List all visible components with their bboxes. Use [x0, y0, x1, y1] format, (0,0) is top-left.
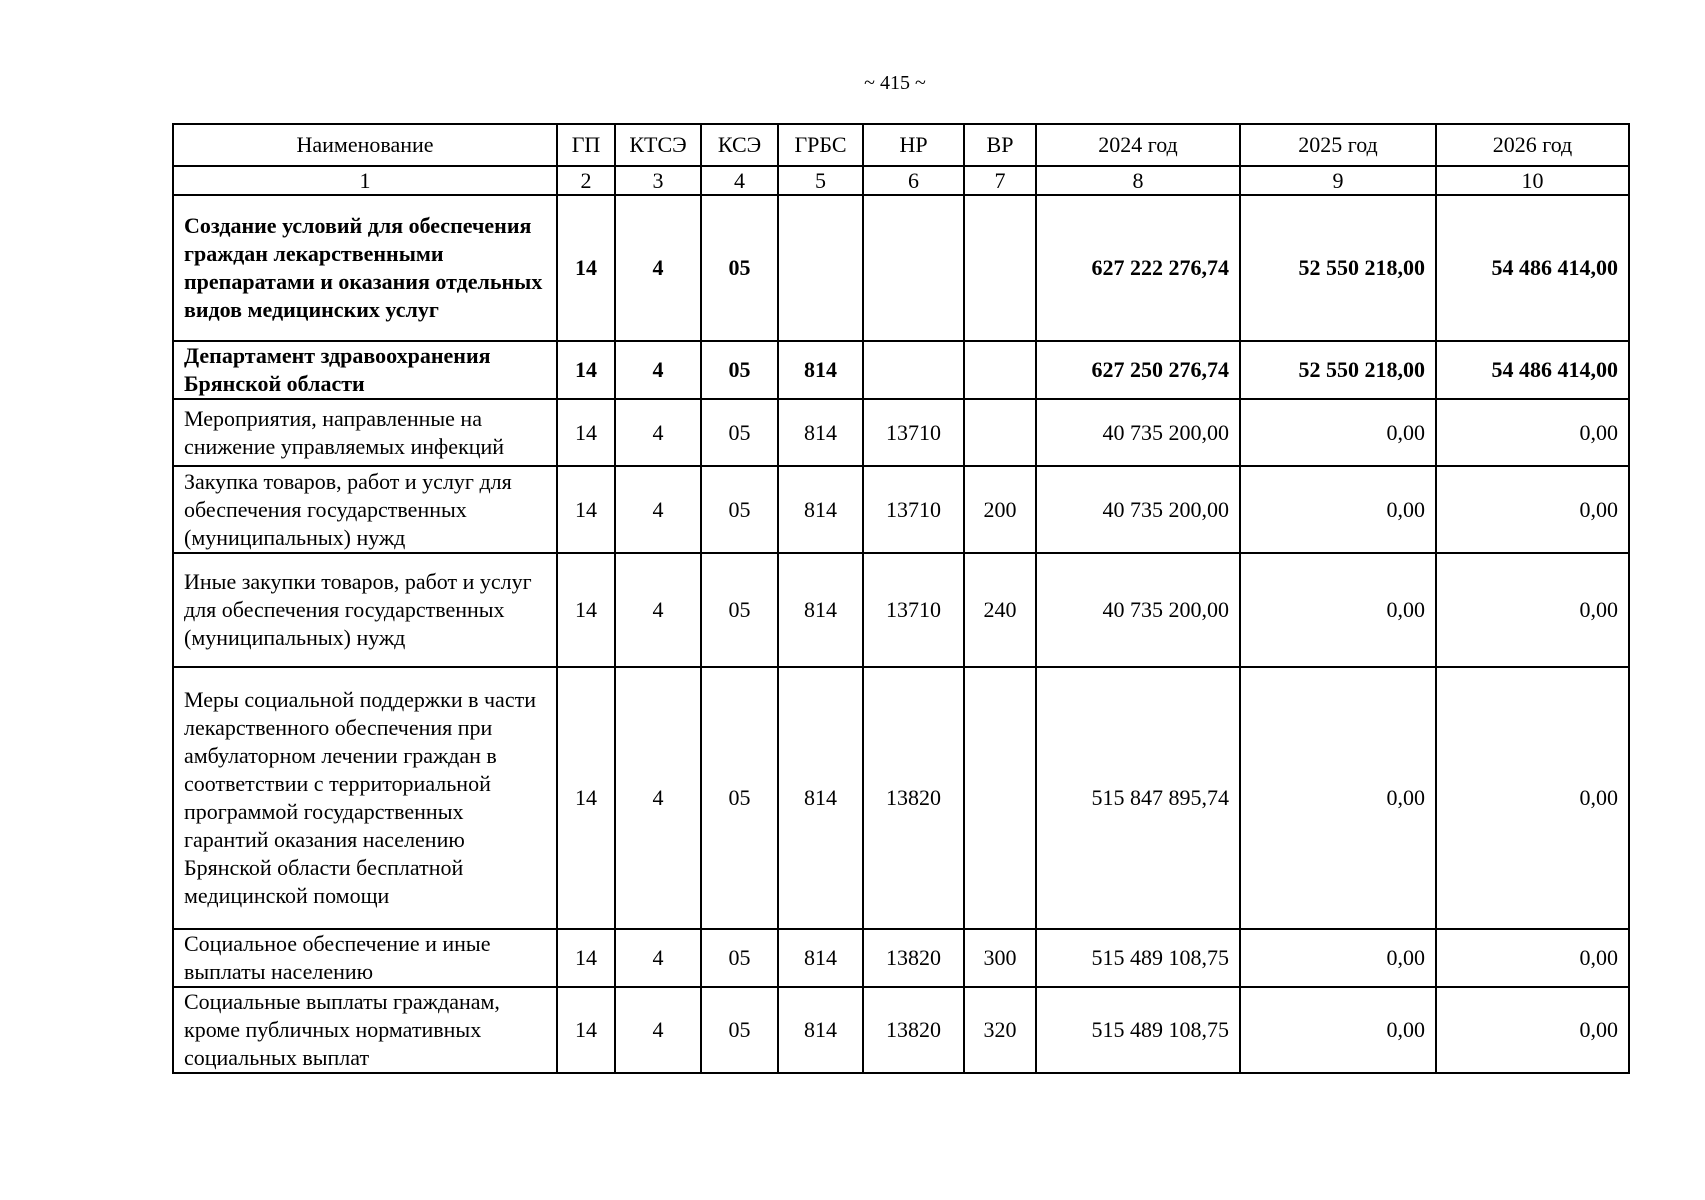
cell-2026: 54 486 414,00 [1436, 341, 1629, 399]
column-index: 5 [778, 166, 863, 195]
table-row [173, 341, 1629, 399]
cell-2025: 52 550 218,00 [1240, 341, 1436, 399]
cell-vr: 300 [964, 929, 1036, 987]
column-index: 7 [964, 166, 1036, 195]
cell-2024: 40 735 200,00 [1036, 553, 1240, 667]
row-name: Социальное обеспечение и иные выплаты населению [173, 929, 557, 987]
cell-ktse: 4 [615, 341, 701, 399]
column-index: 8 [1036, 166, 1240, 195]
cell-2025: 0,00 [1240, 553, 1436, 667]
cell-nr: 13820 [863, 987, 964, 1073]
cell-2026: 0,00 [1436, 929, 1629, 987]
cell-2026: 0,00 [1436, 553, 1629, 667]
header-row [173, 124, 1629, 166]
row-name: Создание условий для обеспечения граждан лекарственными препаратами и оказания отдельных видов медицинских услуг [173, 195, 557, 341]
cell-ktse: 4 [615, 667, 701, 929]
header-ktse: КТСЭ [615, 124, 701, 166]
cell-nr: 13820 [863, 667, 964, 929]
header-grbs: ГРБС [778, 124, 863, 166]
cell-kse: 05 [701, 987, 778, 1073]
row-name: Меры социальной поддержки в части лекарственного обеспечения при амбулаторном лечении граждан в соответствии с территориальной программой государственных гарантий оказания населению Брянской области бесплатной медицинской помощи [173, 667, 557, 929]
cell-ktse: 4 [615, 929, 701, 987]
cell-2024: 40 735 200,00 [1036, 399, 1240, 466]
header-2024: 2024 год [1036, 124, 1240, 166]
cell-2024: 515 489 108,75 [1036, 929, 1240, 987]
table-body [173, 195, 1629, 1073]
cell-gp: 14 [557, 466, 615, 553]
cell-nr: 13710 [863, 553, 964, 667]
header-nr: НР [863, 124, 964, 166]
header-gp: ГП [557, 124, 615, 166]
column-index: 2 [557, 166, 615, 195]
page-number: ~ 415 ~ [864, 72, 926, 94]
cell-2024: 40 735 200,00 [1036, 466, 1240, 553]
header-2026: 2026 год [1436, 124, 1629, 166]
cell-nr [863, 195, 964, 341]
header-2025: 2025 год [1240, 124, 1436, 166]
table-row [173, 466, 1629, 553]
cell-gp: 14 [557, 929, 615, 987]
cell-kse: 05 [701, 667, 778, 929]
cell-2024: 627 222 276,74 [1036, 195, 1240, 341]
cell-2025: 0,00 [1240, 399, 1436, 466]
cell-grbs: 814 [778, 399, 863, 466]
column-index: 1 [173, 166, 557, 195]
row-name: Социальные выплаты гражданам, кроме публичных нормативных социальных выплат [173, 987, 557, 1073]
cell-2025: 0,00 [1240, 466, 1436, 553]
cell-vr [964, 399, 1036, 466]
cell-vr [964, 667, 1036, 929]
cell-2026: 0,00 [1436, 987, 1629, 1073]
cell-kse: 05 [701, 466, 778, 553]
cell-grbs: 814 [778, 553, 863, 667]
cell-nr: 13710 [863, 466, 964, 553]
column-index: 9 [1240, 166, 1436, 195]
cell-nr: 13820 [863, 929, 964, 987]
cell-grbs [778, 195, 863, 341]
cell-kse: 05 [701, 929, 778, 987]
budget-table [172, 123, 1630, 1074]
cell-gp: 14 [557, 195, 615, 341]
header-kse: КСЭ [701, 124, 778, 166]
column-index: 4 [701, 166, 778, 195]
cell-vr: 200 [964, 466, 1036, 553]
cell-ktse: 4 [615, 195, 701, 341]
table-row [173, 195, 1629, 341]
table-row [173, 667, 1629, 929]
cell-grbs: 814 [778, 341, 863, 399]
column-index: 3 [615, 166, 701, 195]
cell-kse: 05 [701, 553, 778, 667]
cell-2025: 0,00 [1240, 667, 1436, 929]
column-index: 10 [1436, 166, 1629, 195]
cell-2025: 0,00 [1240, 987, 1436, 1073]
row-name: Департамент здравоохранения Брянской области [173, 341, 557, 399]
cell-2026: 54 486 414,00 [1436, 195, 1629, 341]
cell-gp: 14 [557, 667, 615, 929]
cell-2024: 627 250 276,74 [1036, 341, 1240, 399]
cell-nr [863, 341, 964, 399]
cell-vr: 320 [964, 987, 1036, 1073]
cell-vr: 240 [964, 553, 1036, 667]
cell-2024: 515 489 108,75 [1036, 987, 1240, 1073]
cell-ktse: 4 [615, 466, 701, 553]
header-name: Наименование [173, 124, 557, 166]
row-name: Закупка товаров, работ и услуг для обеспечения государственных (муниципальных) нужд [173, 466, 557, 553]
column-index: 6 [863, 166, 964, 195]
cell-2026: 0,00 [1436, 399, 1629, 466]
cell-grbs: 814 [778, 987, 863, 1073]
cell-kse: 05 [701, 195, 778, 341]
table-row [173, 553, 1629, 667]
cell-kse: 05 [701, 341, 778, 399]
row-name: Мероприятия, направленные на снижение управляемых инфекций [173, 399, 557, 466]
cell-gp: 14 [557, 341, 615, 399]
cell-gp: 14 [557, 399, 615, 466]
cell-2026: 0,00 [1436, 466, 1629, 553]
cell-gp: 14 [557, 987, 615, 1073]
cell-2025: 0,00 [1240, 929, 1436, 987]
cell-2024: 515 847 895,74 [1036, 667, 1240, 929]
cell-nr: 13710 [863, 399, 964, 466]
cell-vr [964, 341, 1036, 399]
row-name: Иные закупки товаров, работ и услуг для обеспечения государственных (муниципальных) нужд [173, 553, 557, 667]
table-row [173, 399, 1629, 466]
cell-ktse: 4 [615, 553, 701, 667]
header-vr: ВР [964, 124, 1036, 166]
column-index-row [173, 166, 1629, 195]
cell-vr [964, 195, 1036, 341]
table-row [173, 929, 1629, 987]
cell-ktse: 4 [615, 399, 701, 466]
cell-grbs: 814 [778, 929, 863, 987]
cell-2025: 52 550 218,00 [1240, 195, 1436, 341]
cell-2026: 0,00 [1436, 667, 1629, 929]
cell-grbs: 814 [778, 466, 863, 553]
table-row [173, 987, 1629, 1073]
cell-grbs: 814 [778, 667, 863, 929]
cell-kse: 05 [701, 399, 778, 466]
cell-gp: 14 [557, 553, 615, 667]
cell-ktse: 4 [615, 987, 701, 1073]
